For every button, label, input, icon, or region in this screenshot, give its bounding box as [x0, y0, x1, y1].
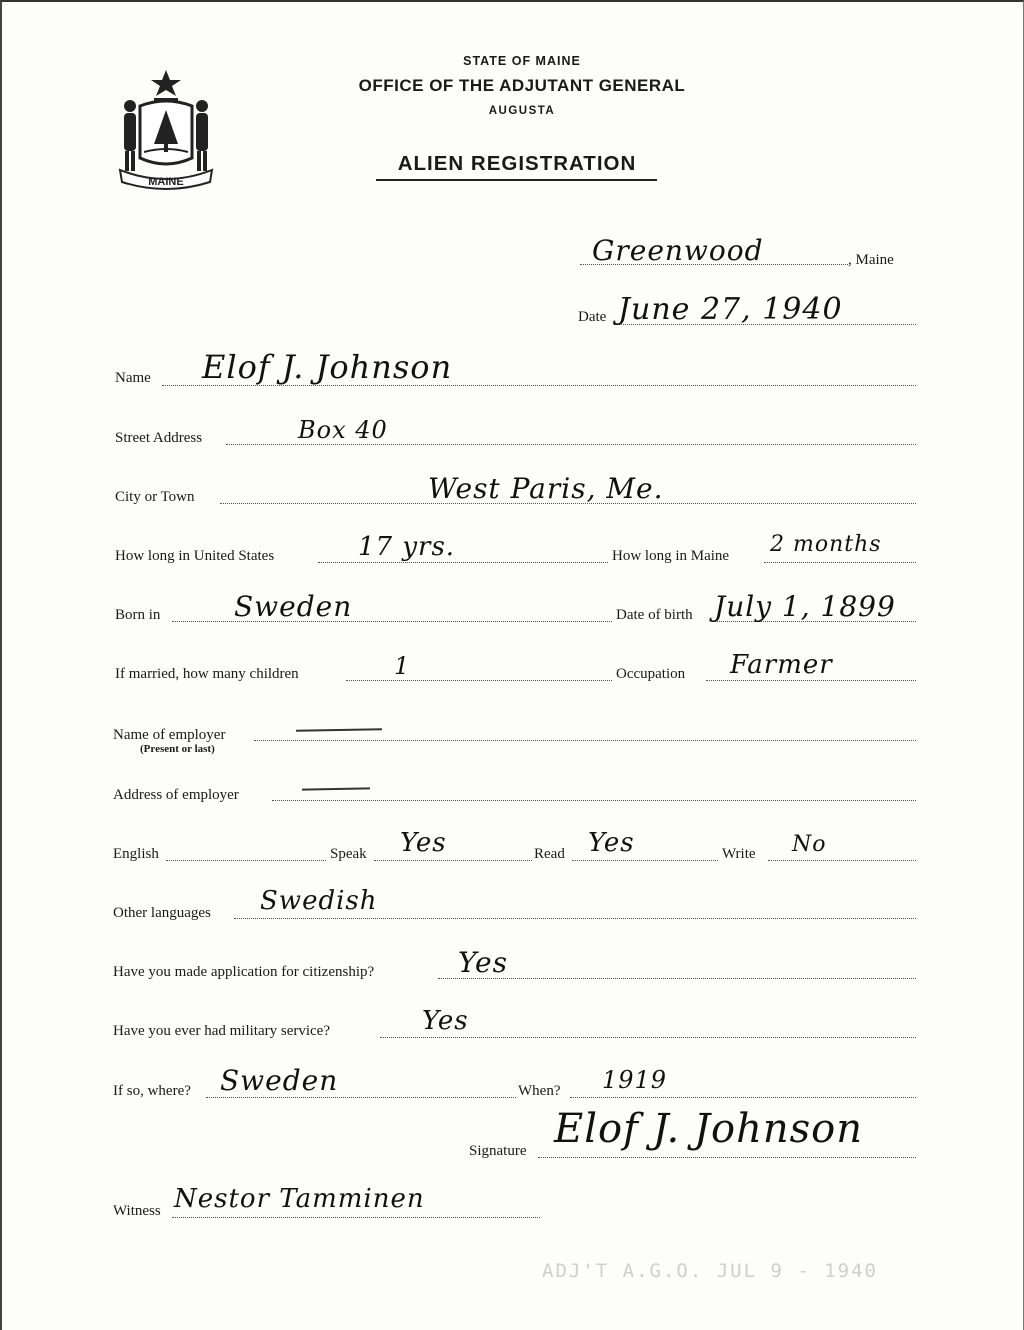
form-title: ALIEN REGISTRATION	[397, 152, 637, 175]
street-value: Box 40	[298, 416, 388, 444]
header-state: STATE OF MAINE	[463, 54, 581, 68]
signature-label: Signature	[469, 1143, 527, 1159]
name-label: Name	[115, 370, 151, 386]
witness-line	[172, 1217, 540, 1218]
town-value: Greenwood	[592, 234, 764, 267]
military-label: Have you ever had military service?	[113, 1023, 330, 1039]
speak-line	[374, 860, 532, 861]
header-office: OFFICE OF THE ADJUTANT GENERAL	[358, 76, 686, 95]
children-line	[346, 680, 612, 681]
when-value: 1919	[602, 1066, 668, 1094]
speak-label: Speak	[330, 846, 367, 862]
read-line	[572, 860, 718, 861]
employer-sublabel: (Present or last)	[140, 743, 215, 755]
born-in-label: Born in	[115, 607, 161, 623]
employer-address-label: Address of employer	[113, 787, 239, 803]
where-line	[206, 1097, 516, 1098]
born-in-value: Sweden	[234, 590, 353, 623]
maine-label: , Maine	[848, 252, 894, 268]
write-line	[768, 860, 916, 861]
date-value: June 27, 1940	[618, 292, 843, 327]
military-line	[380, 1037, 916, 1038]
english-line	[166, 860, 326, 861]
title-underline	[376, 179, 657, 181]
witness-label: Witness	[113, 1203, 161, 1219]
citizenship-label: Have you made application for citizenship?	[113, 964, 375, 980]
read-label: Read	[534, 846, 565, 862]
employer-address-dash	[302, 787, 370, 790]
children-label: If married, how many children	[115, 666, 299, 682]
where-value: Sweden	[220, 1064, 339, 1097]
employer-address-line	[272, 800, 916, 801]
seal-banner-text: MAINE	[148, 176, 184, 188]
long-us-line	[318, 562, 608, 563]
employer-line	[254, 740, 916, 741]
speak-value: Yes	[400, 828, 447, 858]
other-lang-label: Other languages	[113, 905, 211, 921]
when-line	[570, 1097, 916, 1098]
signature-line	[538, 1157, 916, 1158]
street-line	[226, 444, 916, 445]
other-lang-line	[234, 918, 916, 919]
military-value: Yes	[422, 1006, 469, 1036]
name-value: Elof J. Johnson	[202, 348, 453, 386]
employer-dash	[296, 728, 382, 732]
citizenship-line	[438, 978, 916, 979]
when-label: When?	[518, 1083, 561, 1099]
dob-label: Date of birth	[616, 607, 693, 623]
long-maine-label: How long in Maine	[612, 548, 730, 564]
write-value: No	[792, 832, 827, 857]
occupation-line	[706, 680, 916, 681]
city-label: City or Town	[115, 489, 195, 505]
long-maine-line	[764, 562, 916, 563]
long-maine-value: 2 months	[770, 532, 882, 557]
other-lang-value: Swedish	[260, 886, 378, 916]
signature-value: Elof J. Johnson	[554, 1106, 863, 1152]
long-us-value: 17 yrs.	[358, 532, 456, 562]
dob-value: July 1, 1899	[714, 590, 896, 623]
long-us-label: How long in United States	[115, 548, 275, 564]
date-label: Date	[578, 309, 607, 325]
children-value: 1	[394, 652, 411, 680]
street-label: Street Address	[115, 430, 203, 446]
citizenship-value: Yes	[458, 946, 508, 979]
maine-state-seal-icon	[110, 66, 222, 192]
write-label: Write	[722, 846, 756, 862]
received-stamp: ADJ'T A.G.O. JUL 9 - 1940	[542, 1260, 878, 1282]
occupation-value: Farmer	[730, 650, 833, 680]
read-value: Yes	[588, 828, 635, 858]
witness-value: Nestor Tamminen	[174, 1184, 425, 1214]
employer-label: Name of employer	[113, 727, 226, 743]
where-label: If so, where?	[113, 1083, 191, 1099]
english-label: English	[113, 846, 159, 862]
city-value: West Paris, Me.	[428, 472, 664, 505]
occupation-label: Occupation	[616, 666, 686, 682]
header-city: AUGUSTA	[488, 105, 556, 117]
